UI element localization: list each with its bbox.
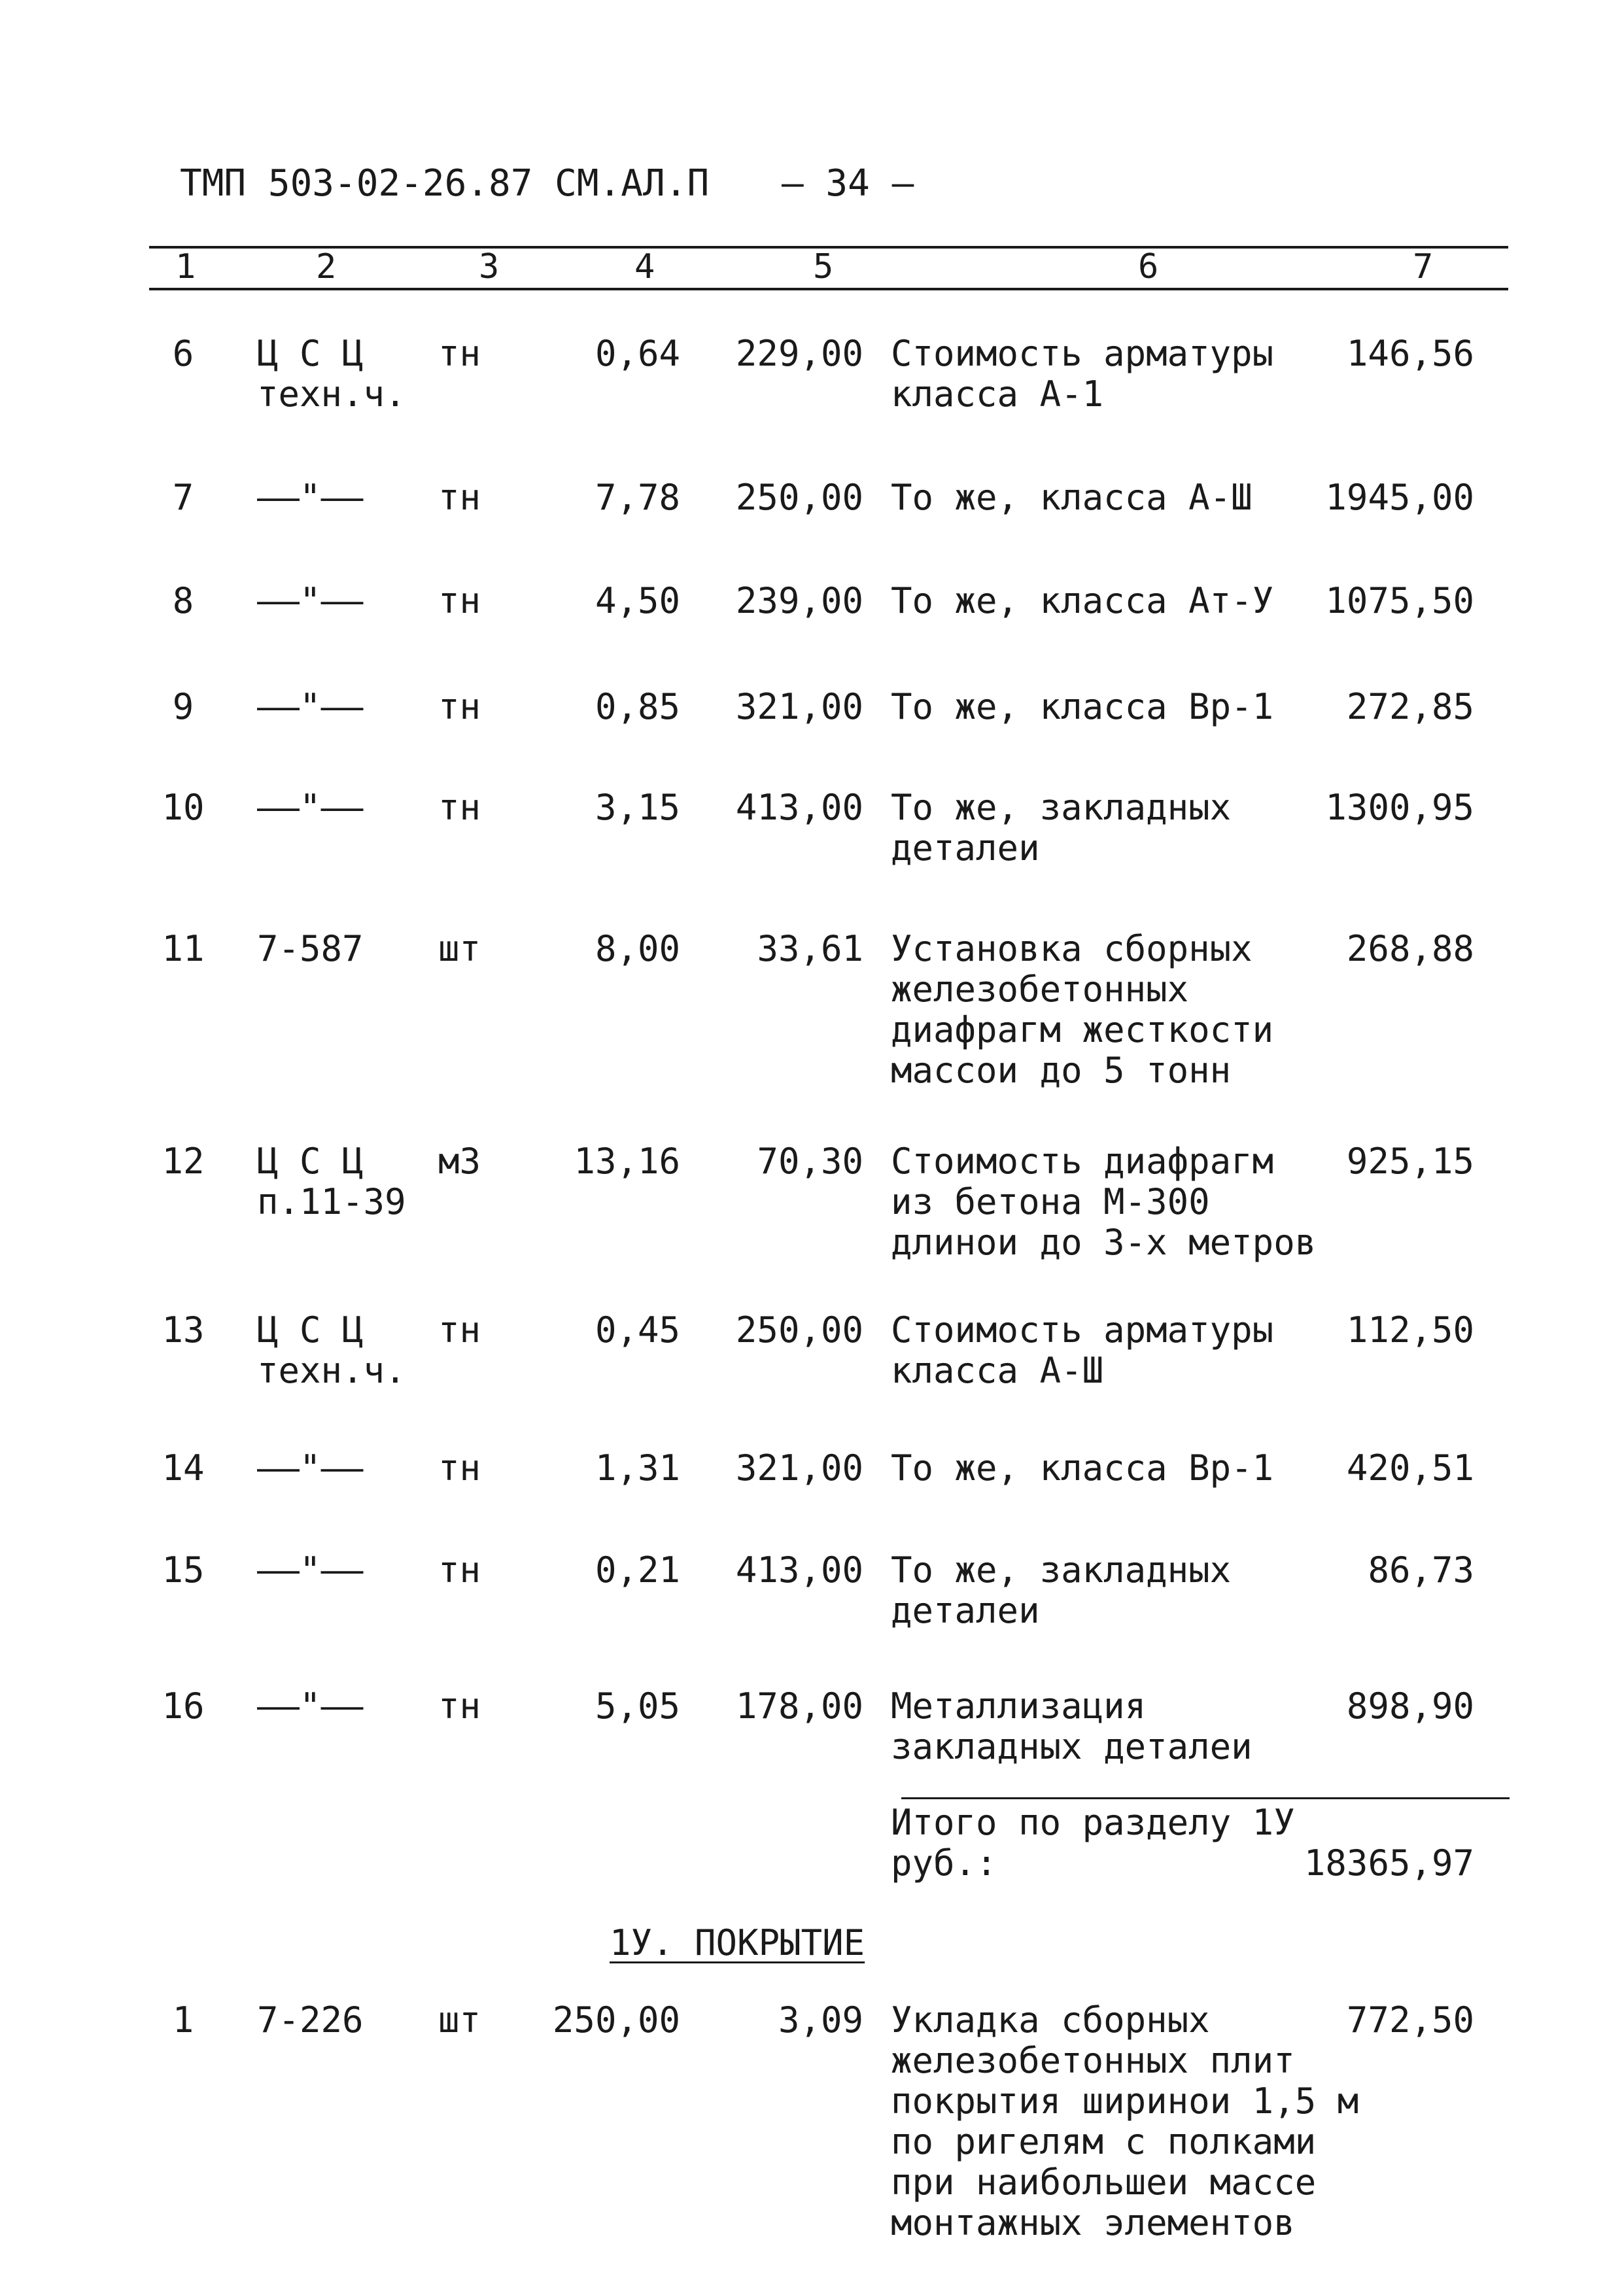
row-description: То же, класса А-Ш (891, 477, 1253, 518)
row-unit: тн (438, 333, 481, 374)
subtotal-rule (901, 1797, 1510, 1799)
row-total: 112,50 (1346, 1309, 1474, 1351)
row-description: То же, закладных деталеи (891, 1549, 1232, 1631)
column-header-3: 3 (479, 247, 500, 286)
row-reference: 7-587 (257, 928, 364, 969)
table-header-rule (149, 288, 1508, 290)
column-header-7: 7 (1413, 247, 1434, 286)
subtotal-label: Итого по разделу 1У руб.: (891, 1802, 1295, 1884)
row-total: 898,90 (1346, 1685, 1474, 1727)
row-unit-price: 413,00 (735, 787, 863, 828)
row-reference: ––"–– (257, 580, 364, 621)
row-quantity: 13,16 (574, 1141, 680, 1182)
row-total: 268,88 (1346, 928, 1474, 969)
row-unit: тн (438, 580, 481, 621)
row-quantity: 250,00 (552, 1999, 680, 2041)
row-unit-price: 178,00 (735, 1685, 863, 1727)
row-description: То же, класса Вр-1 (891, 686, 1274, 727)
row-unit-price: 413,00 (735, 1549, 863, 1591)
row-total: 1945,00 (1325, 477, 1474, 518)
row-description: То же, класса Ат-У (891, 580, 1274, 621)
row-quantity: 8,00 (595, 928, 680, 969)
row-total: 1075,50 (1325, 580, 1474, 621)
row-description: Стоимость арматуры класса А-1 (891, 333, 1274, 415)
row-quantity: 4,50 (595, 580, 680, 621)
row-unit: тн (438, 1685, 481, 1727)
row-unit: тн (438, 787, 481, 828)
row-quantity: 0,64 (595, 333, 680, 374)
row-number: 15 (162, 1549, 205, 1591)
row-unit-price: 250,00 (735, 1309, 863, 1351)
row-unit-price: 3,09 (778, 1999, 863, 2041)
row-number: 9 (172, 686, 194, 727)
row-reference: ––"–– (257, 787, 364, 828)
row-quantity: 0,45 (595, 1309, 680, 1351)
row-description: Стоимость арматуры класса А-Ш (891, 1309, 1274, 1391)
row-reference: Ц С Ц техн.ч. (257, 333, 406, 415)
row-description: То же, закладных деталеи (891, 787, 1232, 869)
row-unit: шт (438, 1999, 481, 2041)
row-total: 146,56 (1346, 333, 1474, 374)
row-description: То же, класса Вр-1 (891, 1447, 1274, 1489)
row-unit-price: 239,00 (735, 580, 863, 621)
row-number: 11 (162, 928, 205, 969)
row-number: 6 (172, 333, 194, 374)
row-unit: тн (438, 686, 481, 727)
row-unit-price: 250,00 (735, 477, 863, 518)
row-number: 16 (162, 1685, 205, 1727)
row-unit: тн (438, 1549, 481, 1591)
row-quantity: 0,85 (595, 686, 680, 727)
row-total: 925,15 (1346, 1141, 1474, 1182)
row-number: 14 (162, 1447, 205, 1489)
column-header-2: 2 (316, 247, 337, 286)
row-total: 420,51 (1346, 1447, 1474, 1489)
row-total: 1300,95 (1325, 787, 1474, 828)
row-reference: ––"–– (257, 1685, 364, 1727)
row-description: Металлизация закладных деталеи (891, 1685, 1253, 1767)
column-header-5: 5 (813, 247, 834, 286)
row-unit: м3 (438, 1141, 481, 1182)
row-quantity: 7,78 (595, 477, 680, 518)
row-reference: ––"–– (257, 477, 364, 518)
row-description: Стоимость диафрагм из бетона М-300 длинои до 3-х метров (891, 1141, 1317, 1263)
row-total: 272,85 (1346, 686, 1474, 727)
column-header-6: 6 (1138, 247, 1159, 286)
row-number: 8 (172, 580, 194, 621)
row-unit-price: 33,61 (757, 928, 863, 969)
row-unit-price: 70,30 (757, 1141, 863, 1182)
row-unit: тн (438, 477, 481, 518)
row-number: 13 (162, 1309, 205, 1351)
row-description: Установка сборных железобетонных диафрагм жесткости массои до 5 тонн (891, 928, 1274, 1091)
row-quantity: 1,31 (595, 1447, 680, 1489)
row-number: 7 (172, 477, 194, 518)
row-unit-price: 321,00 (735, 686, 863, 727)
row-quantity: 0,21 (595, 1549, 680, 1591)
row-quantity: 3,15 (595, 787, 680, 828)
row-description: Укладка сборных железобетонных плит покрытия ширинои 1,5 м по ригелям с полками при наибольшеи массе монтажных элементов (891, 1999, 1359, 2243)
section-title: 1У. ПОКРЫТИЕ (610, 1922, 865, 1963)
row-unit-price: 321,00 (735, 1447, 863, 1489)
row-quantity: 5,05 (595, 1685, 680, 1727)
row-unit: тн (438, 1309, 481, 1351)
row-reference: ––"–– (257, 686, 364, 727)
row-total: 772,50 (1346, 1999, 1474, 2041)
row-unit: шт (438, 928, 481, 969)
row-number: 10 (162, 787, 205, 828)
row-reference: ––"–– (257, 1447, 364, 1489)
row-reference: Ц С Ц п.11-39 (257, 1141, 406, 1222)
row-reference: 7-226 (257, 1999, 364, 2041)
row-total: 86,73 (1368, 1549, 1474, 1591)
page-number: – 34 – (782, 162, 914, 205)
column-header-4: 4 (634, 247, 655, 286)
document-code: ТМП 503-02-26.87 СМ.АЛ.П (180, 162, 710, 205)
row-reference: Ц С Ц техн.ч. (257, 1309, 406, 1391)
column-header-1: 1 (175, 247, 196, 286)
row-unit-price: 229,00 (735, 333, 863, 374)
row-number: 12 (162, 1141, 205, 1182)
subtotal-value: 18365,97 (1304, 1842, 1474, 1884)
row-reference: ––"–– (257, 1549, 364, 1591)
row-number: 1 (172, 1999, 194, 2041)
row-unit: тн (438, 1447, 481, 1489)
